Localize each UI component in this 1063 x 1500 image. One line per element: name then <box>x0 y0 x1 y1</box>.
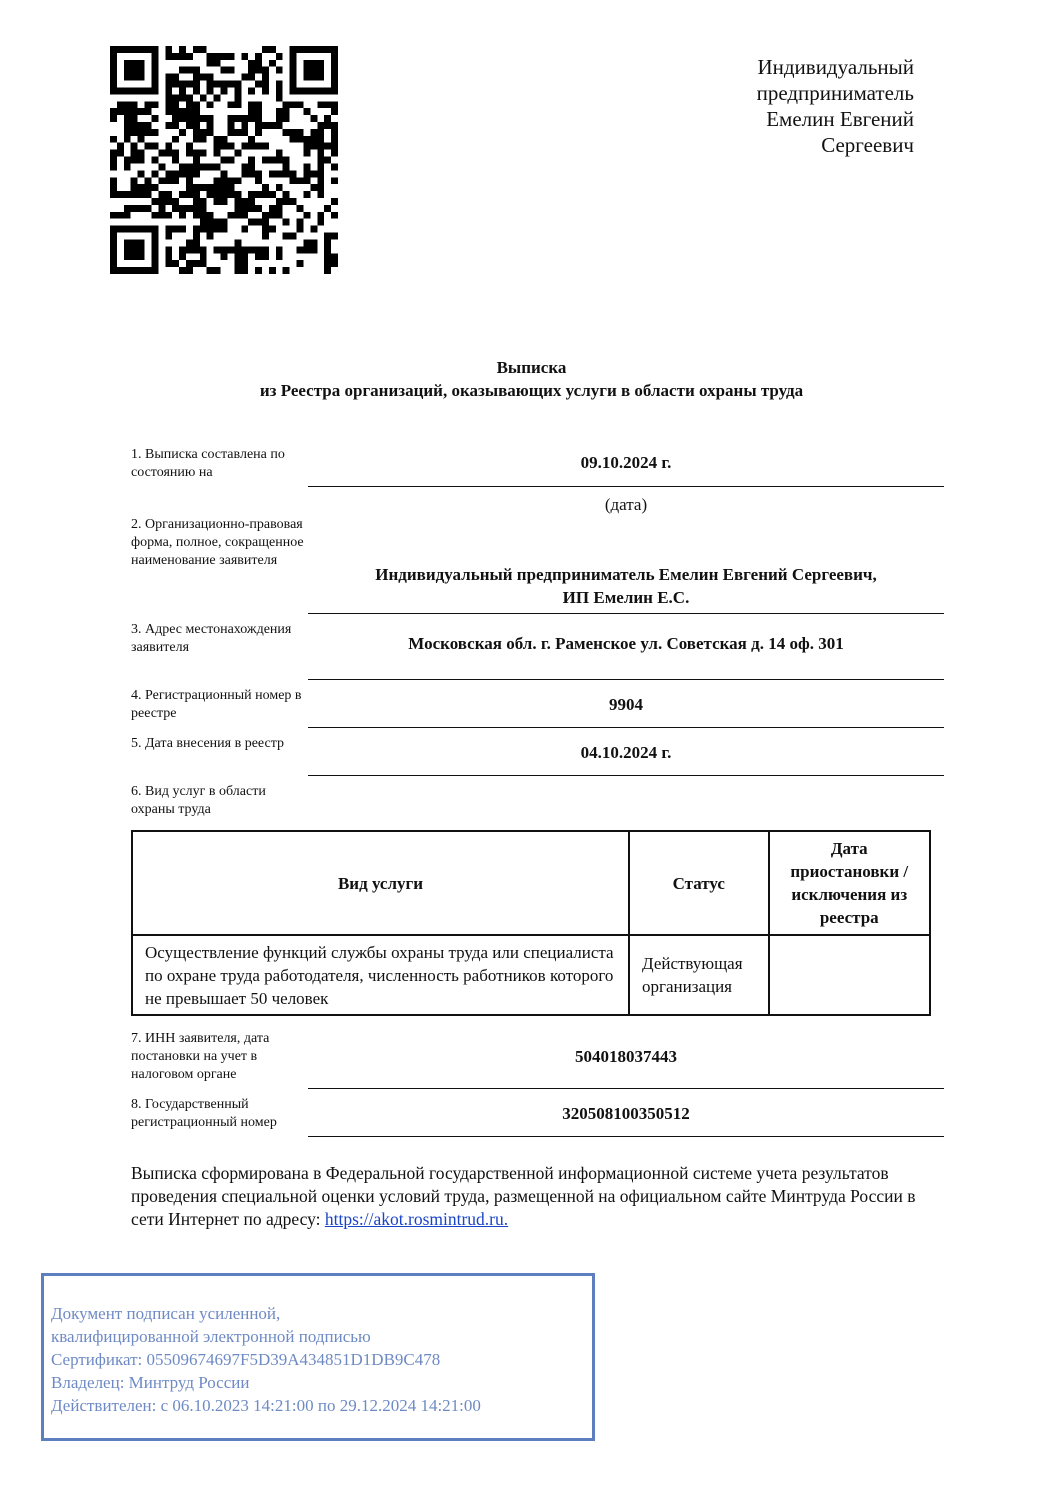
underline <box>308 679 944 680</box>
signature-line: Документ подписан усиленной, <box>51 1304 281 1323</box>
field-value-address: Московская обл. г. Раменское ул. Советская д. 14 оф. 301 <box>408 634 844 653</box>
addressee-line: предприниматель <box>756 81 914 105</box>
underline <box>308 1136 944 1137</box>
rosmintrud-link[interactable]: https://akot.rosmintrud.ru. <box>324 1209 509 1229</box>
addressee-line: Индивидуальный <box>757 55 914 79</box>
field-value-applicant-name-full: Индивидуальный предприниматель Емелин Евгений Сергеевич, <box>375 565 877 584</box>
field-label-services: 6. Вид услуг в области охраны труда <box>131 784 266 817</box>
underline <box>308 1088 944 1089</box>
signature-stamp <box>51 1302 591 1417</box>
field-value-date: 09.10.2024 г. <box>580 453 672 472</box>
table-row <box>132 935 930 1015</box>
table-header-service: Вид услуги <box>132 831 629 935</box>
underline <box>308 775 944 776</box>
field-value-registry-date: 04.10.2024 г. <box>580 743 672 762</box>
table-cell-service: Осуществление функций службы охраны труда или специалиста по охране труда работодателя, численность работников которого не превышает 50 человек <box>132 935 629 1015</box>
signature-validity: Действителен: с 06.10.2023 14:21:00 по 29.12.2024 14:21:00 <box>51 1396 481 1415</box>
footer-note-text: Выписка сформирована в Федеральной государственной информационной системе учета результатов проведения специальной оценки условий труда, размещенной на официальном сайте Минтруда России в сети Интернет по адресу: <box>131 1163 916 1229</box>
footer-note <box>131 1162 941 1231</box>
addressee-block <box>614 54 914 158</box>
table-cell-status: Действующая организация <box>629 935 768 1015</box>
field-label-registry-date: 5. Дата внесения в реестр <box>131 736 284 751</box>
underline <box>308 613 944 614</box>
field-label-registry-number: 4. Регистрационный номер в реестре <box>131 688 302 721</box>
field-hint-date: (дата) <box>604 495 648 514</box>
qr-code-icon <box>110 46 338 274</box>
signature-line: квалифицированной электронной подписью <box>51 1327 371 1346</box>
services-table <box>131 830 931 1016</box>
field-label-date: 1. Выписка составлена по состоянию на <box>131 447 285 480</box>
table-header-row <box>132 831 930 935</box>
field-value-registry-number: 9904 <box>609 695 643 714</box>
underline <box>308 727 944 728</box>
addressee-line: Емелин Евгений <box>766 107 914 131</box>
field-value-ogrn: 320508100350512 <box>562 1104 690 1123</box>
table-header-suspension-date: Дата приостановки / исключения из реестра <box>769 831 931 935</box>
field-label-address: 3. Адрес местонахождения заявителя <box>131 622 292 655</box>
signature-certificate: Сертификат: 05509674697F5D39A434851D1DB9C478 <box>51 1350 441 1369</box>
field-label-applicant-name: 2. Организационно-правовая форма, полное, сокращенное наименование заявителя <box>131 517 304 568</box>
signature-owner: Владелец: Минтруд России <box>51 1373 250 1392</box>
underline <box>308 486 944 487</box>
addressee-line: Сергеевич <box>821 133 914 157</box>
field-label-inn: 7. ИНН заявителя, дата постановки на учет в налоговом органе <box>131 1031 270 1082</box>
field-value-inn: 504018037443 <box>575 1047 677 1066</box>
table-header-status: Статус <box>629 831 768 935</box>
field-value-applicant-name-short: ИП Емелин Е.С. <box>562 588 690 607</box>
document-subtitle: из Реестра организаций, оказывающих услуги в области охраны труда <box>259 381 804 400</box>
table-cell-suspension-date <box>769 935 931 1015</box>
field-label-ogrn: 8. Государственный регистрационный номер <box>131 1097 277 1130</box>
document-title: Выписка <box>496 358 567 377</box>
